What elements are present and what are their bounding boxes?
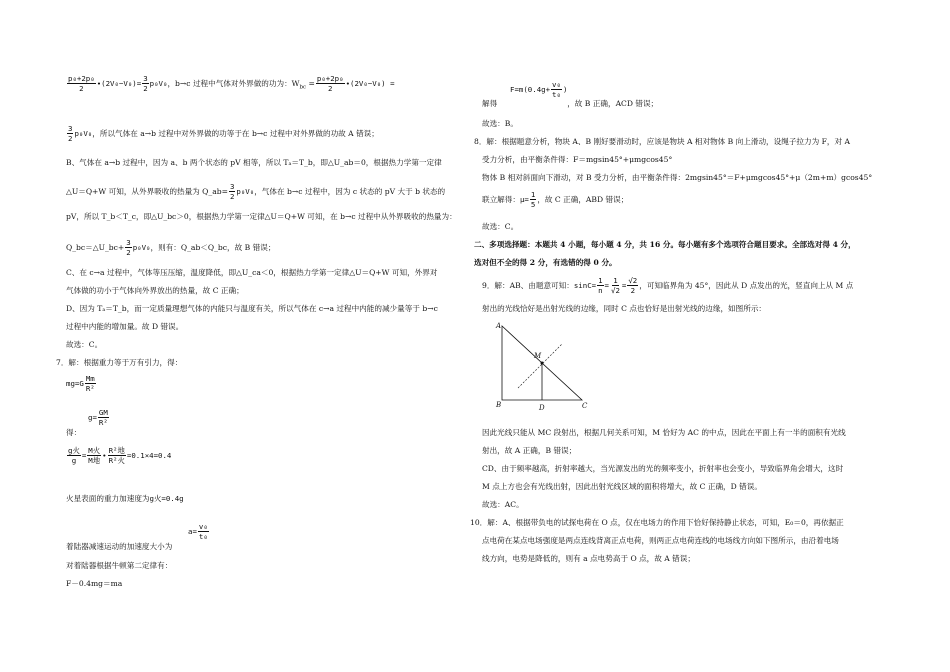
text-line: 物体 B 相对斜面向下滑动，对 B 受力分析，由平衡条件得：2mgsin45°＝F+μmgcos45°+μ（2m+m）gcos45° <box>482 173 873 182</box>
formula-line-1: $\frac{\text{p₀+2p₀}}{2}$ •(2V₀−V₀)= $\frac{3}{2}$ p₀V₀，b→c 过程中气体对外界做的功为：$W_{bc}$ = $\frac{\text{p₀+2p₀}}{2}$ •(2V₀−V₀) = <box>68 74 395 94</box>
formula-line-6: Q_bc＝△U_bc+ $\frac{3}{2}$ p₀V₀，则有：Q_ab＜Q_bc，故 B 错误； <box>66 238 276 258</box>
text-line: 故选：C。 <box>66 340 103 349</box>
text-line: 线方向，电势是降低的，则有 a 点电势高于 O 点，故 A 错误； <box>482 554 695 563</box>
formula-line-4: △U＝Q+W 可知，从外界吸收的热量为 Q_ab= $\frac{3}{2}$ p₀V₀，气体在 b→c 过程中，因为 c 状态的 pV 大于 b 状态的 <box>66 182 446 202</box>
label-m: M <box>534 352 542 360</box>
text-line: 7．解：根据重力等于万有引力，得： <box>56 358 183 367</box>
text-line: 故选：B。 <box>482 119 518 128</box>
text-line: D、因为 Tₐ＝T_b，而一定质量理想气体的内能只与温度有关，所以气体在 c→a 过程中内能的减少量等于 b→c <box>66 304 438 313</box>
formula-line-18: a= $\frac{\text{v₀}}{\text{t₀}}$ <box>188 522 208 542</box>
text-line: 着陆器减速运动的加速度大小为 <box>66 542 173 551</box>
formula-line-r2: 解得 ，故 B 正确，ACD 错误； <box>482 99 659 108</box>
text-line: 8．解：根据题意分析，物块 A、B 刚好要滑动时，应该是物块 A 相对物体 B 向上滑动，设绳子拉力为 F，对 A <box>474 137 850 146</box>
optics-figure <box>490 318 590 413</box>
formula-line-2: $\frac{3}{2}$ p₀V₀，所以气体在 a→b 过程中对外界做的功等于在 b→c 过程中对外界做的功故 A 错误； <box>68 124 379 144</box>
formula-line-r1: F=m(0.4g+ $\frac{\text{v₀}}{\text{t₀}}$ ) <box>510 80 568 100</box>
point-m <box>541 362 544 365</box>
label-c: C <box>582 402 588 410</box>
formula-line-r7: 联立解得：μ= $\frac{1}{5}$ ，故 C 正确，ABD 错误； <box>482 190 629 210</box>
text-line: 10．解：A、根据带负电的试探电荷在 O 点，仅在电场力的作用下恰好保持静止状态，可知，E₀＝0，再依据正 <box>470 518 844 527</box>
text-line: 过程中内能的增加量。故 D 错误。 <box>66 322 184 331</box>
label-a: A <box>496 322 502 330</box>
text-line: C、在 c→a 过程中，气体等压压缩，温度降低，即△U_ca＜0，根据热力学第一定律△U＝Q+W 可知，外界对 <box>66 268 438 277</box>
section-heading: 二、多项选择题：本题共 4 小题，每小题 4 分，共 16 分。每小题有多个选项符合题目要求。全部选对得 4 分， <box>474 240 856 249</box>
text-line: 射出的光线恰好是出射光线的边缘，同时 C 点也恰好是出射光线的边缘，如图所示： <box>482 304 767 313</box>
formula-line-14: g= $\frac{GM}{\text{R²}}$ <box>88 408 108 428</box>
formula-line-r11: 9．解：AB、由题意可知：sinC= $\frac{1}{n}$ = $\frac{1}{√2}$ = $\frac{√2}{2}$ ，可知临界角为 45°，因此从 D 点发出的光，竖直向上从 M 点 <box>482 276 854 296</box>
text-line: pV，所以 T_b＜T_c，即△U_bc＞0，根据热力学第一定律△U＝Q+W 可知，在 b→c 过程中从外界吸收的热量为： <box>66 212 457 221</box>
text-line: CD、由于频率越高，折射率越大，当光源发出的光的频率变小，折射率也会变小，导致临界角会增大，这时 <box>482 464 844 473</box>
text-line: 因此光线只能从 MC 段射出，根据几何关系可知，M 恰好为 AC 的中点，因此在平面上有一半的面积有光线 <box>482 428 846 437</box>
text-line: 故选：AC。 <box>482 500 524 509</box>
fraction: $\frac{\text{p₀+2p₀}}{2}$ <box>68 74 95 94</box>
formula-line-17: 火星表面的重力加速度为g火=0.4g <box>66 494 184 503</box>
text-line: 射出，故 A 正确，B 错误； <box>482 446 577 455</box>
normal-dashed <box>518 344 562 388</box>
text-line: 点电荷在某点电场强度是两点连线背离正点电荷，则两正点电荷连线的电场线方向如下图所示，由沿着电场 <box>482 536 839 545</box>
text-line: 受力分析，由平衡条件得：F＝mgsin45°+μmgcos45° <box>482 155 673 164</box>
formula-line-13: mg=G $\frac{Mm}{\text{R²}}$ <box>66 374 95 394</box>
text-line: 对着陆器根据牛顿第二定律有： <box>66 561 173 570</box>
label-d: D <box>539 404 545 412</box>
text-line: 故选：C。 <box>482 222 519 231</box>
label-b: B <box>496 401 502 409</box>
text-line: 得： <box>66 428 82 437</box>
section-heading: 选对但不全的得 2 分，有选错的得 0 分。 <box>474 258 617 267</box>
formula-line-16: $\frac{\text{g火}}{g}$ = $\frac{\text{M火}}{\text{M地}}$ • $\frac{\text{R²地}}{\text{R²火}}$ =0.1×4=0.4 <box>68 446 172 466</box>
text-line: F－0.4mg＝ma <box>66 579 123 588</box>
text-line: M 点上方也会有光线出射，因此出射光线区域的面积将增大，故 C 正确，D 错误。 <box>482 482 762 491</box>
text-line: B、气体在 a→b 过程中，因为 a、b 两个状态的 pV 相等，所以 Tₐ＝T_b，即△U_ab＝0，根据热力学第一定律 <box>66 158 442 167</box>
text-line: 气体做的功小于气体向外界放出的热量，故 C 正确； <box>66 286 244 295</box>
